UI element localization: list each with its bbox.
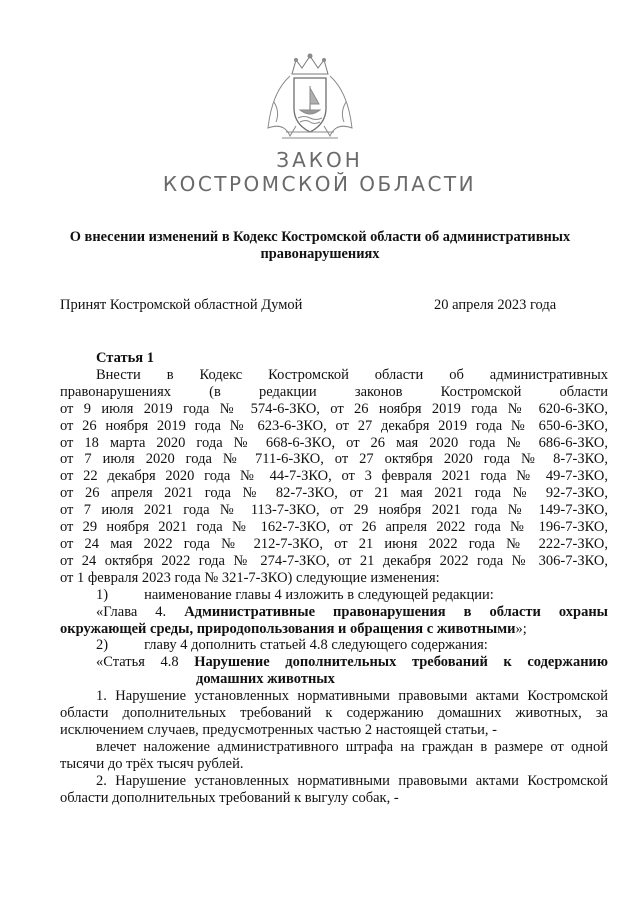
body-line: от 24 октября 2022 года № 274-7-ЗКО, от 21 декабря 2022 года № 306-7-ЗКО, [60, 552, 608, 569]
list-item-text: наименование главы 4 изложить в следующей редакции: [144, 586, 494, 603]
list-item-number: 1) [96, 586, 109, 603]
body-line: от 26 ноября 2019 года № 623-6-ЗКО, от 27 декабря 2019 года № 650-6-ЗКО, [60, 417, 608, 434]
article-title: Статья 1 [96, 350, 154, 366]
body-line: от 29 ноября 2021 года № 162-7-ЗКО, от 26 апреля 2022 года № 196-7-ЗКО, [60, 519, 608, 536]
chapter-title-line [60, 604, 608, 621]
list-item-text: главу 4 дополнить статьей 4.8 следующего содержания: [144, 637, 488, 654]
law-body [60, 350, 608, 806]
body-line: от 7 июля 2021 года № 113-7-ЗКО, от 29 ноября 2021 года № 149-7-ЗКО, [60, 502, 608, 519]
body-line: от 9 июля 2019 года № 574-6-ЗКО, от 26 ноября 2019 года № 620-6-ЗКО, [60, 400, 608, 417]
body-line: от 18 марта 2020 года № 668-6-ЗКО, от 26 мая 2020 года № 686-6-ЗКО, [60, 434, 608, 451]
document-heading: О внесении изменений в Кодекс Костромской области об административных правонарушениях [69, 229, 571, 262]
chapter-prefix: «Глава 4. [96, 603, 167, 620]
adoption-date: 20 апреля 2023 года [434, 297, 557, 313]
law-title-line2: КОСТРОМСКОЙ ОБЛАСТИ [162, 172, 477, 196]
chapter-title-line2 [60, 621, 608, 638]
adopted-by: Принят Костромской областной Думой [60, 297, 303, 313]
chapter-title-part2: окружающей среды, природопользования и обращения с животными [60, 620, 516, 637]
body-line: от 24 мая 2022 года № 212-7-ЗКО, от 21 июня 2022 года № 222-7-ЗКО, [60, 535, 608, 552]
body-line: правонарушениях (в редакции законов Костромской области [60, 383, 608, 400]
paragraph: 1. Нарушение установленных нормативными правовыми актами Костромской области дополнительных требований к содержанию домашних животных, за исключением случаев, предусмотренных частью 2 настоящей статьи, - [60, 688, 608, 738]
chapter-suffix: »; [515, 620, 527, 637]
list-item-1 [60, 587, 608, 604]
paragraph: 2. Нарушение установленных нормативными правовыми актами Костромской области дополнительных требований к выгулу собак, - [60, 772, 608, 806]
new-article-title-part2: домашних животных [196, 671, 335, 688]
body-line: от 7 июля 2020 года № 711-6-ЗКО, от 27 октября 2020 года № 8-7-ЗКО, [60, 451, 608, 468]
body-line: от 1 февраля 2023 года № 321-7-ЗКО) следующие изменения: [60, 569, 440, 586]
paragraph: влечет наложение административного штрафа на граждан в размере от одной тысячи до трёх тысяч рублей. [60, 738, 608, 772]
law-title-line1: ЗАКОН [276, 148, 363, 172]
list-item-2 [60, 637, 608, 654]
new-article-prefix: «Статья 4.8 [96, 654, 179, 671]
new-article-title-part1: Нарушение дополнительных требований к содержанию [194, 654, 608, 671]
chapter-title-part1: Административные правонарушения в области охраны [184, 603, 609, 620]
body-line: Внести в Кодекс Костромской области об административных [96, 366, 608, 383]
body-line: от 22 декабря 2020 года № 44-7-ЗКО, от 3 февраля 2021 года № 49-7-ЗКО, [60, 468, 608, 485]
new-article-title-line [60, 654, 608, 671]
list-item-number: 2) [96, 637, 109, 654]
body-line: от 26 апреля 2021 года № 82-7-ЗКО, от 21 мая 2021 года № 92-7-ЗКО, [60, 485, 608, 502]
kostroma-coat-of-arms-icon [262, 52, 358, 142]
